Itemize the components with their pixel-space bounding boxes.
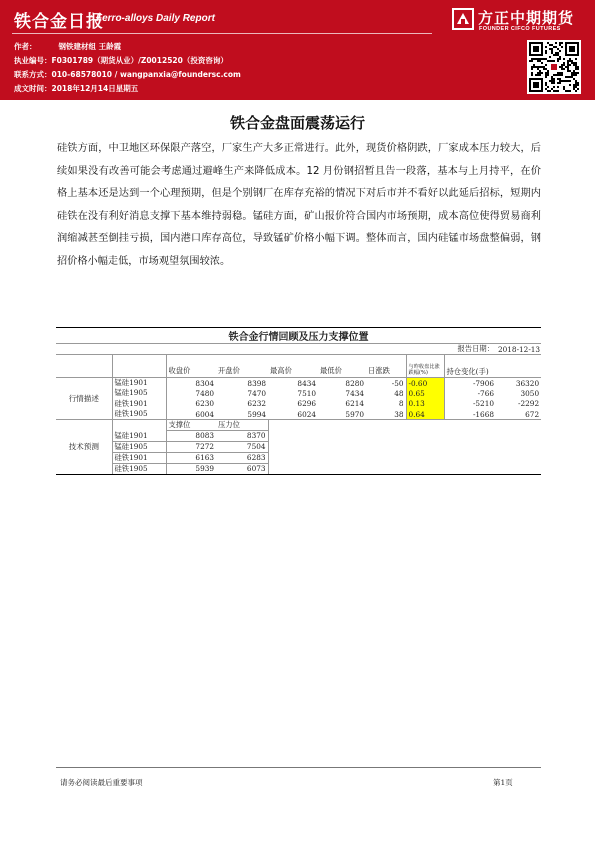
header-close: 收盘价 — [166, 355, 216, 378]
header-open: 开盘价 — [216, 355, 268, 378]
cell-high: 6024 — [268, 409, 318, 420]
table-row — [56, 399, 541, 410]
license-value: F0301789（期货从业）/Z0012520（投资咨询） — [51, 56, 228, 65]
table-row — [56, 463, 541, 474]
cell-oi-extra: 36320 — [515, 378, 540, 388]
cell-pct: 0.13 — [406, 399, 444, 410]
cell-close: 6230 — [195, 399, 214, 409]
qr-code-icon — [529, 42, 579, 92]
header-change: 日涨跌 — [366, 355, 406, 378]
author-value: 钢铁建材组 王龄霞 — [58, 42, 122, 51]
date-line — [14, 83, 138, 94]
company-logo — [452, 6, 587, 36]
table-title-row — [56, 328, 541, 344]
report-date: 2018-12-13 — [498, 344, 541, 354]
contract-name: 硅铁1905 — [112, 463, 166, 474]
cell-support: 5939 — [166, 463, 216, 474]
contract-name: 硅铁1905 — [112, 409, 166, 420]
market-table — [56, 327, 541, 475]
table-date-row — [56, 344, 541, 355]
cell-pct: 0.64 — [406, 409, 444, 420]
cell-oi-change: -766 — [477, 388, 494, 398]
cell-support: 7272 — [166, 441, 216, 452]
cell-oi-extra: 672 — [496, 409, 541, 420]
cell-close: 7480 — [195, 388, 214, 398]
tech-header-row — [56, 420, 541, 431]
cell-open: 5994 — [216, 409, 268, 420]
cell-low: 5970 — [318, 409, 366, 420]
table-row — [56, 441, 541, 452]
license-line — [14, 55, 228, 66]
header-support: 支撑位 — [166, 420, 216, 431]
cell-low: 7434 — [345, 388, 364, 398]
header-high: 最高价 — [268, 355, 318, 378]
article-body — [57, 138, 541, 273]
header-oi: 持仓变化(手) — [444, 355, 496, 378]
qr-code — [527, 40, 581, 94]
contract-name: 锰硅1901 — [112, 378, 166, 389]
contract-name: 锰硅1905 — [112, 388, 166, 399]
cell-support: 6163 — [166, 452, 216, 463]
cell-low: 8280 — [345, 378, 364, 388]
table-row — [56, 431, 541, 442]
header-pct: 与昨收盘比涨跌幅(%) — [406, 355, 444, 378]
report-title: 铁合金日报 — [14, 12, 104, 32]
article-headline: 铁合金盘面震荡运行 — [229, 114, 365, 132]
table-header-row — [56, 355, 541, 378]
cell-pct: -0.60 — [406, 378, 444, 389]
cell-open: 6232 — [247, 399, 266, 409]
section-label-market: 行情描述 — [56, 378, 112, 420]
table-row — [56, 409, 541, 420]
cell-oi-extra: 3050 — [520, 388, 540, 398]
table-row — [56, 388, 541, 399]
footer-disclaimer: 请务必阅读最后重要事项 — [60, 778, 143, 787]
section-label-tech: 技术预测 — [56, 420, 112, 475]
cell-oi-extra: -2292 — [518, 399, 540, 409]
cell-high: 6296 — [297, 399, 316, 409]
header-resistance: 压力位 — [216, 420, 268, 431]
cell-open: 7470 — [247, 388, 266, 398]
author-line — [14, 41, 121, 52]
cell-resistance: 6283 — [216, 452, 268, 463]
table-title: 铁合金行情回顾及压力支撑位置 — [56, 328, 541, 344]
cell-high: 7510 — [297, 388, 316, 398]
cell-open: 8398 — [247, 378, 266, 388]
report-title-en: Ferro-alloys Daily Report — [96, 13, 215, 24]
header-low: 最低价 — [318, 355, 366, 378]
date-label: 成文时间： — [14, 84, 52, 93]
cell-resistance: 6073 — [216, 463, 268, 474]
page-number: 第1页 — [493, 778, 513, 787]
logo-name-en: FOUNDER CIFCO FUTURES — [479, 26, 561, 32]
logo-mark-icon — [452, 8, 474, 30]
cell-high: 8434 — [297, 378, 316, 388]
table-row — [56, 378, 541, 389]
cell-pct: 0.65 — [406, 388, 444, 399]
license-label: 执业编号： — [14, 56, 52, 65]
contact-line — [14, 69, 241, 80]
cell-close: 6004 — [166, 409, 216, 420]
report-header — [0, 0, 595, 100]
footer-divider — [56, 767, 541, 768]
cell-change: -50 — [391, 378, 404, 388]
cell-change: 38 — [366, 409, 406, 420]
cell-oi-change: -5210 — [472, 399, 494, 409]
cell-close: 8304 — [195, 378, 214, 388]
contact-value: 010-68578010 / wangpanxia@foundersc.com — [51, 70, 241, 79]
date-value: 2018年12月14日星期五 — [51, 84, 139, 93]
author-label: 作者： — [14, 42, 37, 51]
logo-name-zh: 方正中期期货 — [478, 9, 575, 27]
report-date-label: 报告日期： — [406, 344, 496, 355]
table-row — [56, 452, 541, 463]
contract-name: 锰硅1905 — [112, 441, 166, 452]
article-paragraph: 硅铁方面，中卫地区环保限产落空，厂家生产大多正常进行。此外，现货价格阴跌，厂家成本压力较大，后续如果没有改善可能会考虑通过避峰生产来降低成本。12 月份钢招暂且告一段落，基本与上月持平，在价格上基本还是达到一个心理预期，但是个别钢厂在库存充裕的情况下对后市并不看好以此延后招标，短期内硅铁在没有利好消息支撑下基本维持弱稳。锰硅方面，矿山报价符合国内市场预期，成本高位使得贸易商利润缩减甚至倒挂亏损，国内港口库存高位，导致锰矿价格小幅下调。整体而言，国内硅锰市场盘整偏弱，钢招价格小幅走低，市场观望氛围较浓。 — [57, 143, 541, 267]
contract-name: 硅铁1901 — [112, 452, 166, 463]
cell-resistance: 7504 — [216, 441, 268, 452]
header-divider — [12, 33, 432, 34]
cell-support: 8083 — [166, 431, 216, 442]
cell-change: 8 — [398, 399, 404, 409]
cell-change: 48 — [394, 388, 404, 398]
cell-oi-change: -7906 — [472, 378, 494, 388]
contact-label: 联系方式： — [14, 70, 52, 79]
cell-resistance: 8370 — [216, 431, 268, 442]
contract-name: 锰硅1901 — [112, 431, 166, 442]
cell-oi-change: -1668 — [444, 409, 496, 420]
cell-low: 6214 — [345, 399, 364, 409]
contract-name: 硅铁1901 — [112, 399, 166, 410]
